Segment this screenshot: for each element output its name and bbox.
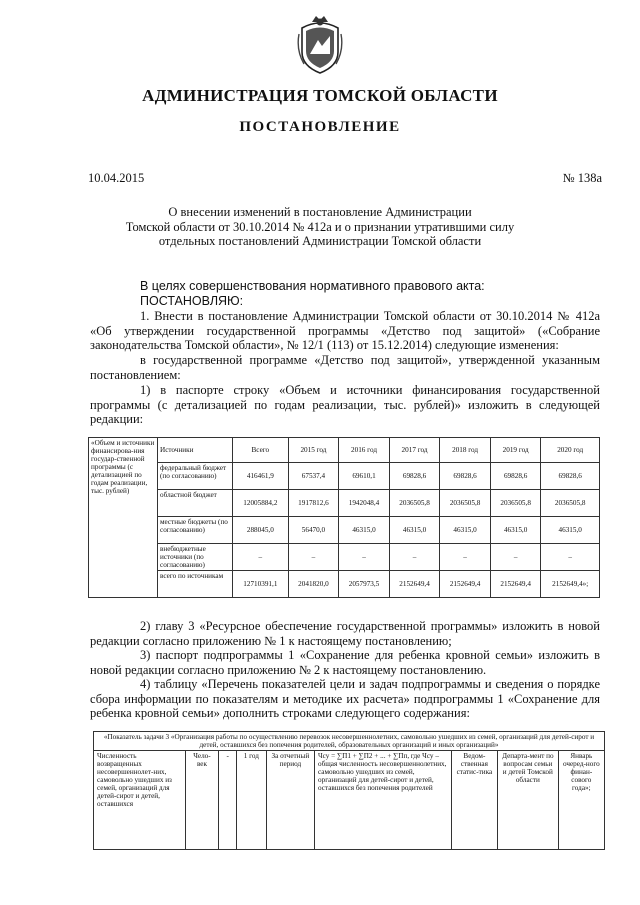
value-cell: 12710391,1 (233, 571, 289, 598)
value-cell: – (389, 544, 440, 571)
org-title: АДМИНИСТРАЦИЯ ТОМСКОЙ ОБЛАСТИ (142, 86, 498, 105)
value-cell: 1917812,6 (288, 490, 339, 517)
indicator-cell (315, 751, 452, 850)
value-cell: 2152649,4»; (541, 571, 600, 598)
header-cell: 2015 год (288, 438, 339, 463)
header-cell: Источники (158, 438, 233, 463)
source-cell: всего по источникам (158, 571, 233, 598)
indicator-cell: Департа-мент по вопросам семьи и детей Томской области (498, 751, 559, 850)
value-cell: 12005884,2 (233, 490, 289, 517)
indicator-cell: 1 год (236, 751, 266, 850)
formula-text: Чсу = ∑П1 + ∑П2 + ... + ∑Пп, где Чсу – общая численность несовершеннолетних, самовольно ушедших из семей, организаций для детей-сирот и детей, оставшихся без попечения родителей (318, 752, 447, 792)
value-cell: 2152649,4 (389, 571, 440, 598)
value-cell: 2041820,0 (288, 571, 339, 598)
value-cell: 46315,0 (440, 517, 491, 544)
table-row (94, 732, 605, 751)
value-cell: 69828,6 (490, 463, 541, 490)
source-cell: федеральный бюджет (по согласованию) (158, 463, 233, 490)
indicator-cell: Ведом-ственная статис-тика (451, 751, 497, 850)
header-cell: 2018 год (440, 438, 491, 463)
value-cell: – (339, 544, 390, 571)
finance-table (88, 437, 600, 598)
value-cell: – (288, 544, 339, 571)
value-cell: 2036505,8 (541, 490, 600, 517)
value-cell: 46315,0 (389, 517, 440, 544)
value-cell: 2152649,4 (440, 571, 491, 598)
table-row (89, 517, 600, 544)
value-cell: 288045,0 (233, 517, 289, 544)
value-cell: 46315,0 (490, 517, 541, 544)
value-cell: – (440, 544, 491, 571)
value-cell: 69610,1 (339, 463, 390, 490)
indicator-table (93, 731, 605, 850)
value-cell: 46315,0 (339, 517, 390, 544)
value-cell: 46315,0 (541, 517, 600, 544)
table-row (89, 438, 600, 463)
value-cell: 2057973,5 (339, 571, 390, 598)
value-cell: 2152649,4 (490, 571, 541, 598)
header-cell: 2020 год (541, 438, 600, 463)
header-cell: 2019 год (490, 438, 541, 463)
indicator-name: Численность возвращенных несовершеннолет-них, самовольно ушедших из семей, организаций для детей-сирот и детей, оставшихся (97, 752, 172, 808)
paragraph-1: 1. Внести в постановление Администрации Томской области от 30.10.2014 № 412а «Об утверждении государственной программы «Детство под защитой» («Собрание законодательства Томской области», № 12/1 (113) от 15.12.2014) следующие изменения: (90, 309, 600, 352)
paragraph-4: 4) таблицу «Перечень показателей цели и задач подпрограммы и сведения о порядке сбора информации по показателям и методике их расчета» подпрограммы 1 «Сохранение для ребенка кровной семьи» дополнить строками следующего содержания: (90, 677, 600, 720)
paragraph-1b: 1) в паспорте строку «Объем и источники финансирования государственной программы (с детализацией по годам реализации, тыс. рублей)» изложить в следующей редакции: (90, 383, 600, 426)
value-cell: 69828,6 (541, 463, 600, 490)
row-label-cell: «Объем и источники финансирова-ния государ-ственной программы (с детализацией по годам реализации, тыс. рублей) (89, 438, 158, 598)
value-cell: 2036505,8 (440, 490, 491, 517)
source-cell: областной бюджет (158, 490, 233, 517)
value-cell: 1942048,4 (339, 490, 390, 517)
value-cell: 2036505,8 (490, 490, 541, 517)
indicator-cell: Чело-век (185, 751, 219, 850)
doc-number: № 138а (562, 171, 602, 185)
indicator-cell: Январь очеред-ного финан-сового года»; (558, 751, 604, 850)
paragraph-3: 3) паспорт подпрограммы 1 «Сохранение для ребенка кровной семьи» изложить в новой редакции согласно приложению № 2 к настоящему постановлению. (90, 648, 600, 677)
indicator-cell: За отчетный период (266, 751, 314, 850)
intro-text: В целях совершенствования нормативного правового акта: (140, 279, 485, 293)
header-cell: 2017 год (389, 438, 440, 463)
indicator-cell: - (219, 751, 236, 850)
subject-line: отдельных постановлений Администрации Томской области (158, 234, 482, 248)
table-row (89, 463, 600, 490)
table-row (89, 571, 600, 598)
paragraph-2: 2) главу 3 «Ресурсное обеспечение государственной программы» изложить в новой редакции согласно приложению № 1 к настоящему постановлению; (90, 619, 600, 648)
indicator-header: «Показатель задачи 3 «Организация работы по осуществлению перевозок несовершеннолетних, самовольно ушедших из семей, организаций для детей-сирот и детей, оставшихся без попечения родителей, образовательных организаций и иных организаций» (94, 732, 605, 751)
value-cell: 67537,4 (288, 463, 339, 490)
value-cell: 416461,9 (233, 463, 289, 490)
subject (60, 205, 580, 249)
source-cell: местные бюджеты (по согласованию) (158, 517, 233, 544)
table-row (89, 544, 600, 571)
header-cell: Всего (233, 438, 289, 463)
table-row (89, 490, 600, 517)
subject-line: О внесении изменений в постановление Администрации (168, 205, 472, 219)
source-cell: внебюджетные источники (по согласованию) (158, 544, 233, 571)
value-cell: – (541, 544, 600, 571)
doc-date: 10.04.2015 (88, 171, 145, 185)
value-cell: 2036505,8 (389, 490, 440, 517)
subject-line: Томской области от 30.10.2014 № 412а и о признании утратившими силу (125, 219, 515, 234)
resolve-text: ПОСТАНОВЛЯЮ: (140, 294, 244, 308)
doc-type: ПОСТАНОВЛЕНИЕ (239, 119, 401, 135)
table-row (94, 751, 605, 850)
value-cell: – (233, 544, 289, 571)
indicator-cell (94, 751, 186, 850)
value-cell: 69828,6 (440, 463, 491, 490)
value-cell: 69828,6 (389, 463, 440, 490)
coat-of-arms-icon (296, 14, 344, 76)
value-cell: – (490, 544, 541, 571)
paragraph-1a: в государственной программе «Детство под защитой», утвержденной указанным постановлением: (90, 353, 600, 382)
value-cell: 56470,0 (288, 517, 339, 544)
header-cell: 2016 год (339, 438, 390, 463)
